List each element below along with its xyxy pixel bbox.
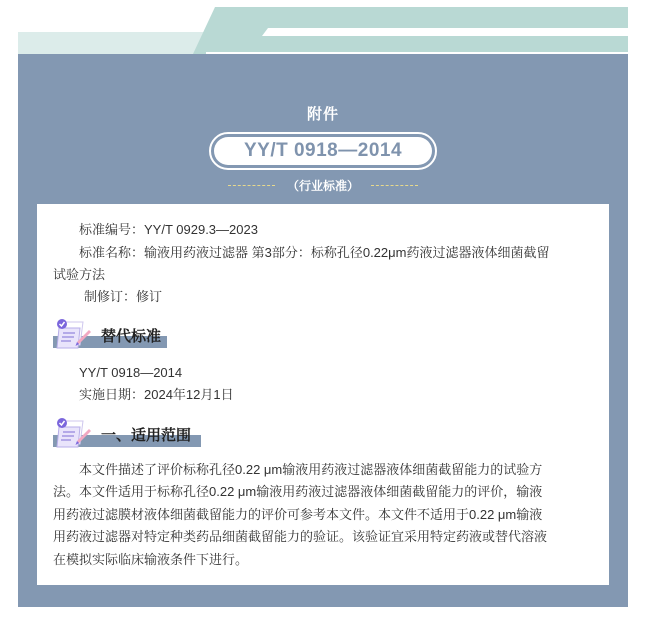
standard-name: 标准名称：输液用药液过滤器 第3部分：标称孔径0.22μm药液过滤器液体细菌截留 (79, 245, 550, 260)
standard-code-text: YY/T 0918—2014 (214, 137, 432, 165)
attachment-label: 附件 (306, 106, 339, 123)
section-title-scope: 一、适用范围 (101, 427, 192, 444)
scope-line: 用药液过滤器对特定种类药品细菌截留能力的验证。该验证宜采用特定药液或替代溶液 (53, 529, 548, 545)
standard-name-continued: 试验方法 (53, 267, 106, 282)
scope-line: 用药液过滤膜材液体细菌截留能力的评价可参考本文件。本文件不适用于0.22 μm输液 (53, 506, 543, 522)
scope-line: 在模拟实际临床输液条件下进行。 (53, 551, 249, 567)
scope-line: 本文件描述了评价标称孔径0.22 μm输液用药液过滤器液体细菌截留能力的试验方 (79, 462, 543, 477)
checklist-document-icon (53, 318, 93, 352)
header-stripe-white (262, 28, 628, 36)
scope-paragraph (53, 459, 599, 571)
category-label: （行业标准） (286, 178, 359, 193)
section-title-replacement: 替代标准 (101, 328, 162, 345)
standard-number: 标准编号：YY/T 0929.3—2023 (79, 222, 258, 237)
implementation-date: 实施日期：2024年12月1日 (79, 387, 234, 402)
section-header-replacement (53, 318, 173, 352)
section-header-scope (53, 417, 208, 451)
revision-type: 制修订：修订 (84, 289, 163, 304)
standard-code-badge (209, 132, 437, 170)
checklist-document-icon (53, 417, 93, 451)
replaced-standard: YY/T 0918—2014 (79, 365, 183, 380)
category-row (0, 176, 646, 194)
dashed-divider-right (371, 185, 418, 186)
dashed-divider-left (228, 185, 275, 186)
scope-line: 法。本文件适用于标称孔径0.22 μm输液用药液过滤器液体细菌截留能力的评价，输液 (53, 484, 543, 500)
